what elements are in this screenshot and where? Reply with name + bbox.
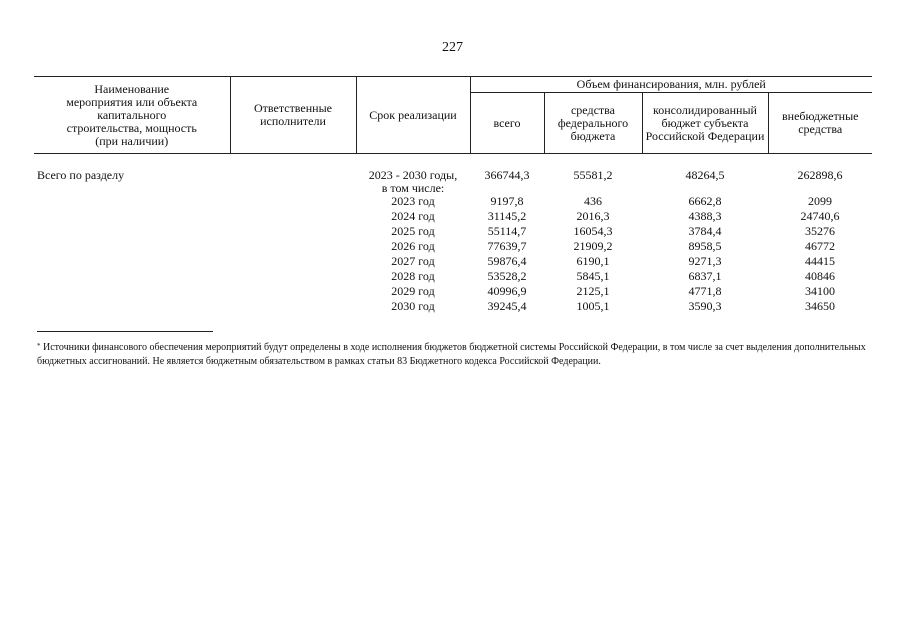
row-year: 2027 год <box>391 254 435 268</box>
row-total: 55114,7 <box>487 224 527 238</box>
row-extra: 24740,6 <box>800 209 840 223</box>
row-year: 2030 год <box>391 299 435 313</box>
row-total: 40996,9 <box>487 284 527 298</box>
header-regional: консолидированный бюджет субъекта Российской Федерации <box>642 93 768 154</box>
header-period: Срок реализации <box>356 77 470 154</box>
header-funding-group: Объем финансирования, млн. рублей <box>470 77 872 93</box>
row-extra: 46772 <box>805 239 835 253</box>
row-federal: 1005,1 <box>576 299 610 313</box>
row-year: 2024 год <box>391 209 435 223</box>
header-extra: внебюджетные средства <box>768 93 872 154</box>
header-name: Наименование мероприятия или объекта капитального строительства, мощность (при наличии) <box>34 77 230 154</box>
row-year: 2029 год <box>391 284 435 298</box>
row-regional: 9271,3 <box>688 254 722 268</box>
table-row <box>34 285 872 300</box>
row-regional: 3590,3 <box>688 299 722 313</box>
row-regional: 8958,5 <box>688 239 722 253</box>
row-regional: 4388,3 <box>688 209 722 223</box>
table-row <box>34 240 872 255</box>
row-federal: 16054,3 <box>573 224 613 238</box>
page-number: 227 <box>442 40 463 55</box>
row-federal: 2016,3 <box>576 209 610 223</box>
row-federal: 2125,1 <box>576 284 610 298</box>
row-total: 31145,2 <box>487 209 527 223</box>
row-extra: 44415 <box>805 254 835 268</box>
table-row <box>34 300 872 315</box>
row-extra: 34650 <box>805 299 835 313</box>
footnote-text: Источники финансового обеспечения мероприятий будут определены в ходе исполнения бюджетов бюджетной системы Российской Федерации, в том числе за счет выделения дополнительных бюджетных ассигнований. Не является бюджетным обязательством в рамках статьи 83 Бюджетного кодекса Российской Федерации. <box>37 342 866 367</box>
footnote-divider <box>37 331 213 332</box>
row-regional: 6837,1 <box>688 269 722 283</box>
table-row <box>34 210 872 225</box>
header-executors: Ответственные исполнители <box>230 77 356 154</box>
table-row <box>34 255 872 270</box>
row-federal: 21909,2 <box>573 239 613 253</box>
total-row-federal: 55581,2 <box>573 168 613 182</box>
row-year: 2028 год <box>391 269 435 283</box>
row-regional: 4771,8 <box>688 284 722 298</box>
row-regional: 6662,8 <box>688 194 722 208</box>
table-row-total <box>34 169 872 195</box>
row-year: 2026 год <box>391 239 435 253</box>
footnote <box>37 341 873 369</box>
row-federal: 5845,1 <box>576 269 610 283</box>
row-extra: 34100 <box>805 284 835 298</box>
table-row <box>34 195 872 210</box>
row-extra: 2099 <box>808 194 832 208</box>
row-extra: 35276 <box>805 224 835 238</box>
total-row-total: 366744,3 <box>484 168 530 182</box>
total-row-extra: 262898,6 <box>797 168 843 182</box>
total-row-name: Всего по разделу <box>37 168 125 182</box>
row-total: 39245,4 <box>487 299 527 313</box>
header-federal: средства федерального бюджета <box>544 93 642 154</box>
table-row <box>34 270 872 285</box>
row-year: 2025 год <box>391 224 435 238</box>
header-total: всего <box>470 93 544 154</box>
table-row <box>34 225 872 240</box>
row-federal: 6190,1 <box>576 254 610 268</box>
row-total: 59876,4 <box>487 254 527 268</box>
row-extra: 40846 <box>805 269 835 283</box>
row-federal: 436 <box>584 194 602 208</box>
row-total: 77639,7 <box>487 239 527 253</box>
footnote-marker: * <box>37 342 41 350</box>
total-row-regional: 48264,5 <box>685 168 725 182</box>
total-row-period: 2023 - 2030 годы, в том числе: <box>368 168 458 195</box>
row-regional: 3784,4 <box>688 224 722 238</box>
row-total: 9197,8 <box>490 194 524 208</box>
row-total: 53528,2 <box>487 269 527 283</box>
financing-table <box>34 76 872 315</box>
row-year: 2023 год <box>391 194 435 208</box>
